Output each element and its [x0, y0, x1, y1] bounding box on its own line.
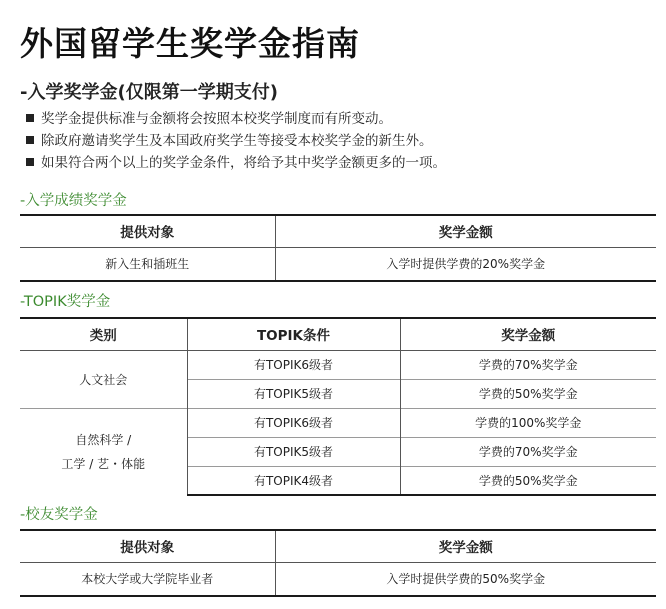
column-header: 提供对象	[20, 530, 275, 562]
notice-list	[26, 108, 446, 174]
square-bullet-icon	[26, 136, 34, 144]
notice-text: 除政府邀请奖学生及本国政府奖学生等接受本校奖学金的新生外。	[41, 133, 433, 149]
amount-cell: 学费的50%奖学金	[400, 379, 656, 408]
column-header: 奖学金额	[275, 215, 656, 247]
notice-item	[26, 130, 446, 152]
topik-level-cell: 有TOPIK4级者	[187, 466, 400, 495]
alumni-scholarship-heading: -校友奖学金	[20, 507, 98, 523]
category-cell	[20, 408, 187, 495]
notice-text: 奖学金提供标准与金额将会按照本校奖学制度而有所变动。	[41, 111, 392, 127]
table-header-row	[20, 530, 656, 562]
table-header-row	[20, 318, 656, 350]
amount-cell: 学费的70%奖学金	[400, 350, 656, 379]
category-line: 自然科学 /	[75, 432, 132, 447]
amount-cell: 入学时提供学费的20%奖学金	[275, 247, 656, 281]
table-row	[20, 562, 656, 596]
category-cell: 人文社会	[20, 350, 187, 408]
notice-item	[26, 108, 446, 130]
recipient-cell: 本校大学或大学院毕业者	[20, 562, 275, 596]
amount-cell: 学费的50%奖学金	[400, 466, 656, 495]
column-header: TOPIK条件	[187, 318, 400, 350]
alumni-scholarship-table	[20, 529, 656, 597]
notice-item	[26, 152, 446, 174]
column-header: 提供对象	[20, 215, 275, 247]
topik-level-cell: 有TOPIK5级者	[187, 437, 400, 466]
table-row	[20, 408, 656, 437]
square-bullet-icon	[26, 158, 34, 166]
grade-scholarship-table	[20, 214, 656, 282]
amount-cell: 入学时提供学费的50%奖学金	[275, 562, 656, 596]
topik-level-cell: 有TOPIK5级者	[187, 379, 400, 408]
notice-text: 如果符合两个以上的奖学金条件，将给予其中奖学金额更多的一项。	[41, 155, 446, 171]
topik-level-cell: 有TOPIK6级者	[187, 408, 400, 437]
page-title: 外国留学生奖学金指南	[20, 24, 360, 63]
column-header: 奖学金额	[400, 318, 656, 350]
topik-level-cell: 有TOPIK6级者	[187, 350, 400, 379]
table-row	[20, 350, 656, 379]
column-header: 类别	[20, 318, 187, 350]
column-header: 奖学金额	[275, 530, 656, 562]
recipient-cell: 新入生和插班生	[20, 247, 275, 281]
topik-scholarship-heading: -TOPIK奖学金	[20, 294, 111, 310]
amount-cell: 学费的100%奖学金	[400, 408, 656, 437]
table-header-row	[20, 215, 656, 247]
topik-scholarship-table	[20, 317, 656, 496]
admission-heading: -入学奖学金(仅限第一学期支付)	[20, 82, 278, 103]
amount-cell: 学费的70%奖学金	[400, 437, 656, 466]
table-row	[20, 247, 656, 281]
square-bullet-icon	[26, 114, 34, 122]
grade-scholarship-heading: -入学成绩奖学金	[20, 193, 127, 209]
category-line: 工学 / 艺・体能	[61, 456, 146, 471]
